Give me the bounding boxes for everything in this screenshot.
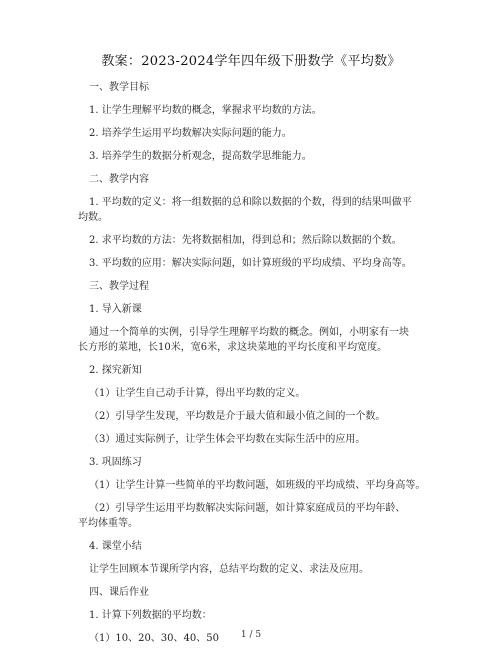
content-item: 2. 求平均数的方法：先将数据相加，得到总和；然后除以数据的个数。	[89, 235, 402, 246]
document-body	[78, 80, 426, 654]
section-heading-process: 三、教学过程	[89, 281, 149, 292]
process-paragraph: 通过一个简单的实例，引导学生理解平均数的概念。例如，小明家有一块长方形的菜地，长10米，宽6米，求这块菜地的平均长度和平均宽度。	[78, 327, 409, 353]
process-step-heading: 2. 探究新知	[89, 365, 142, 376]
homework-item: 1. 计算下列数据的平均数：	[89, 610, 212, 621]
section-heading-homework: 四、课后作业	[89, 587, 149, 598]
process-item: （2）引导学生发现，平均数是介于最大值和最小值之间的一个数。	[89, 411, 386, 422]
content-item: 1. 平均数的定义：将一组数据的总和除以数据的个数，得到的结果叫做平均数。	[78, 197, 412, 223]
goal-item: 3. 培养学生的数据分析观念，提高数学思维能力。	[89, 151, 312, 162]
process-item: （1）让学生自己动手计算，得出平均数的定义。	[89, 388, 306, 399]
page-number: 1 / 5	[240, 630, 262, 640]
homework-item: （1）10、20、30、40、50	[89, 633, 219, 644]
process-step-heading: 4. 课堂小结	[89, 541, 142, 552]
process-step-heading: 1. 导入新课	[89, 304, 142, 315]
section-heading-content: 二、教学内容	[89, 174, 149, 185]
process-item: （3）通过实际例子，让学生体会平均数在实际生活中的应用。	[89, 434, 366, 445]
process-item: （1）让学生计算一些简单的平均数问题，如班级的平均成绩、平均身高等。	[89, 480, 426, 491]
process-item: 让学生回顾本节课所学内容，总结平均数的定义、求法及应用。	[89, 564, 369, 575]
process-step-heading: 3. 巩固练习	[89, 457, 142, 468]
document-title: 教案：2023-2024学年四年级下册数学《平均数》	[101, 54, 401, 69]
process-item: （2）引导学生运用平均数解决实际问题，如计算家庭成员的平均年龄、平均体重等。	[78, 503, 406, 529]
goal-item: 1. 让学生理解平均数的概念，掌握求平均数的方法。	[89, 105, 322, 116]
goal-item: 2. 培养学生运用平均数解决实际问题的能力。	[89, 128, 292, 139]
content-item: 3. 平均数的应用：解决实际问题，如计算班级的平均成绩、平均身高等。	[89, 258, 412, 269]
section-heading-goals: 一、教学目标	[89, 82, 149, 93]
